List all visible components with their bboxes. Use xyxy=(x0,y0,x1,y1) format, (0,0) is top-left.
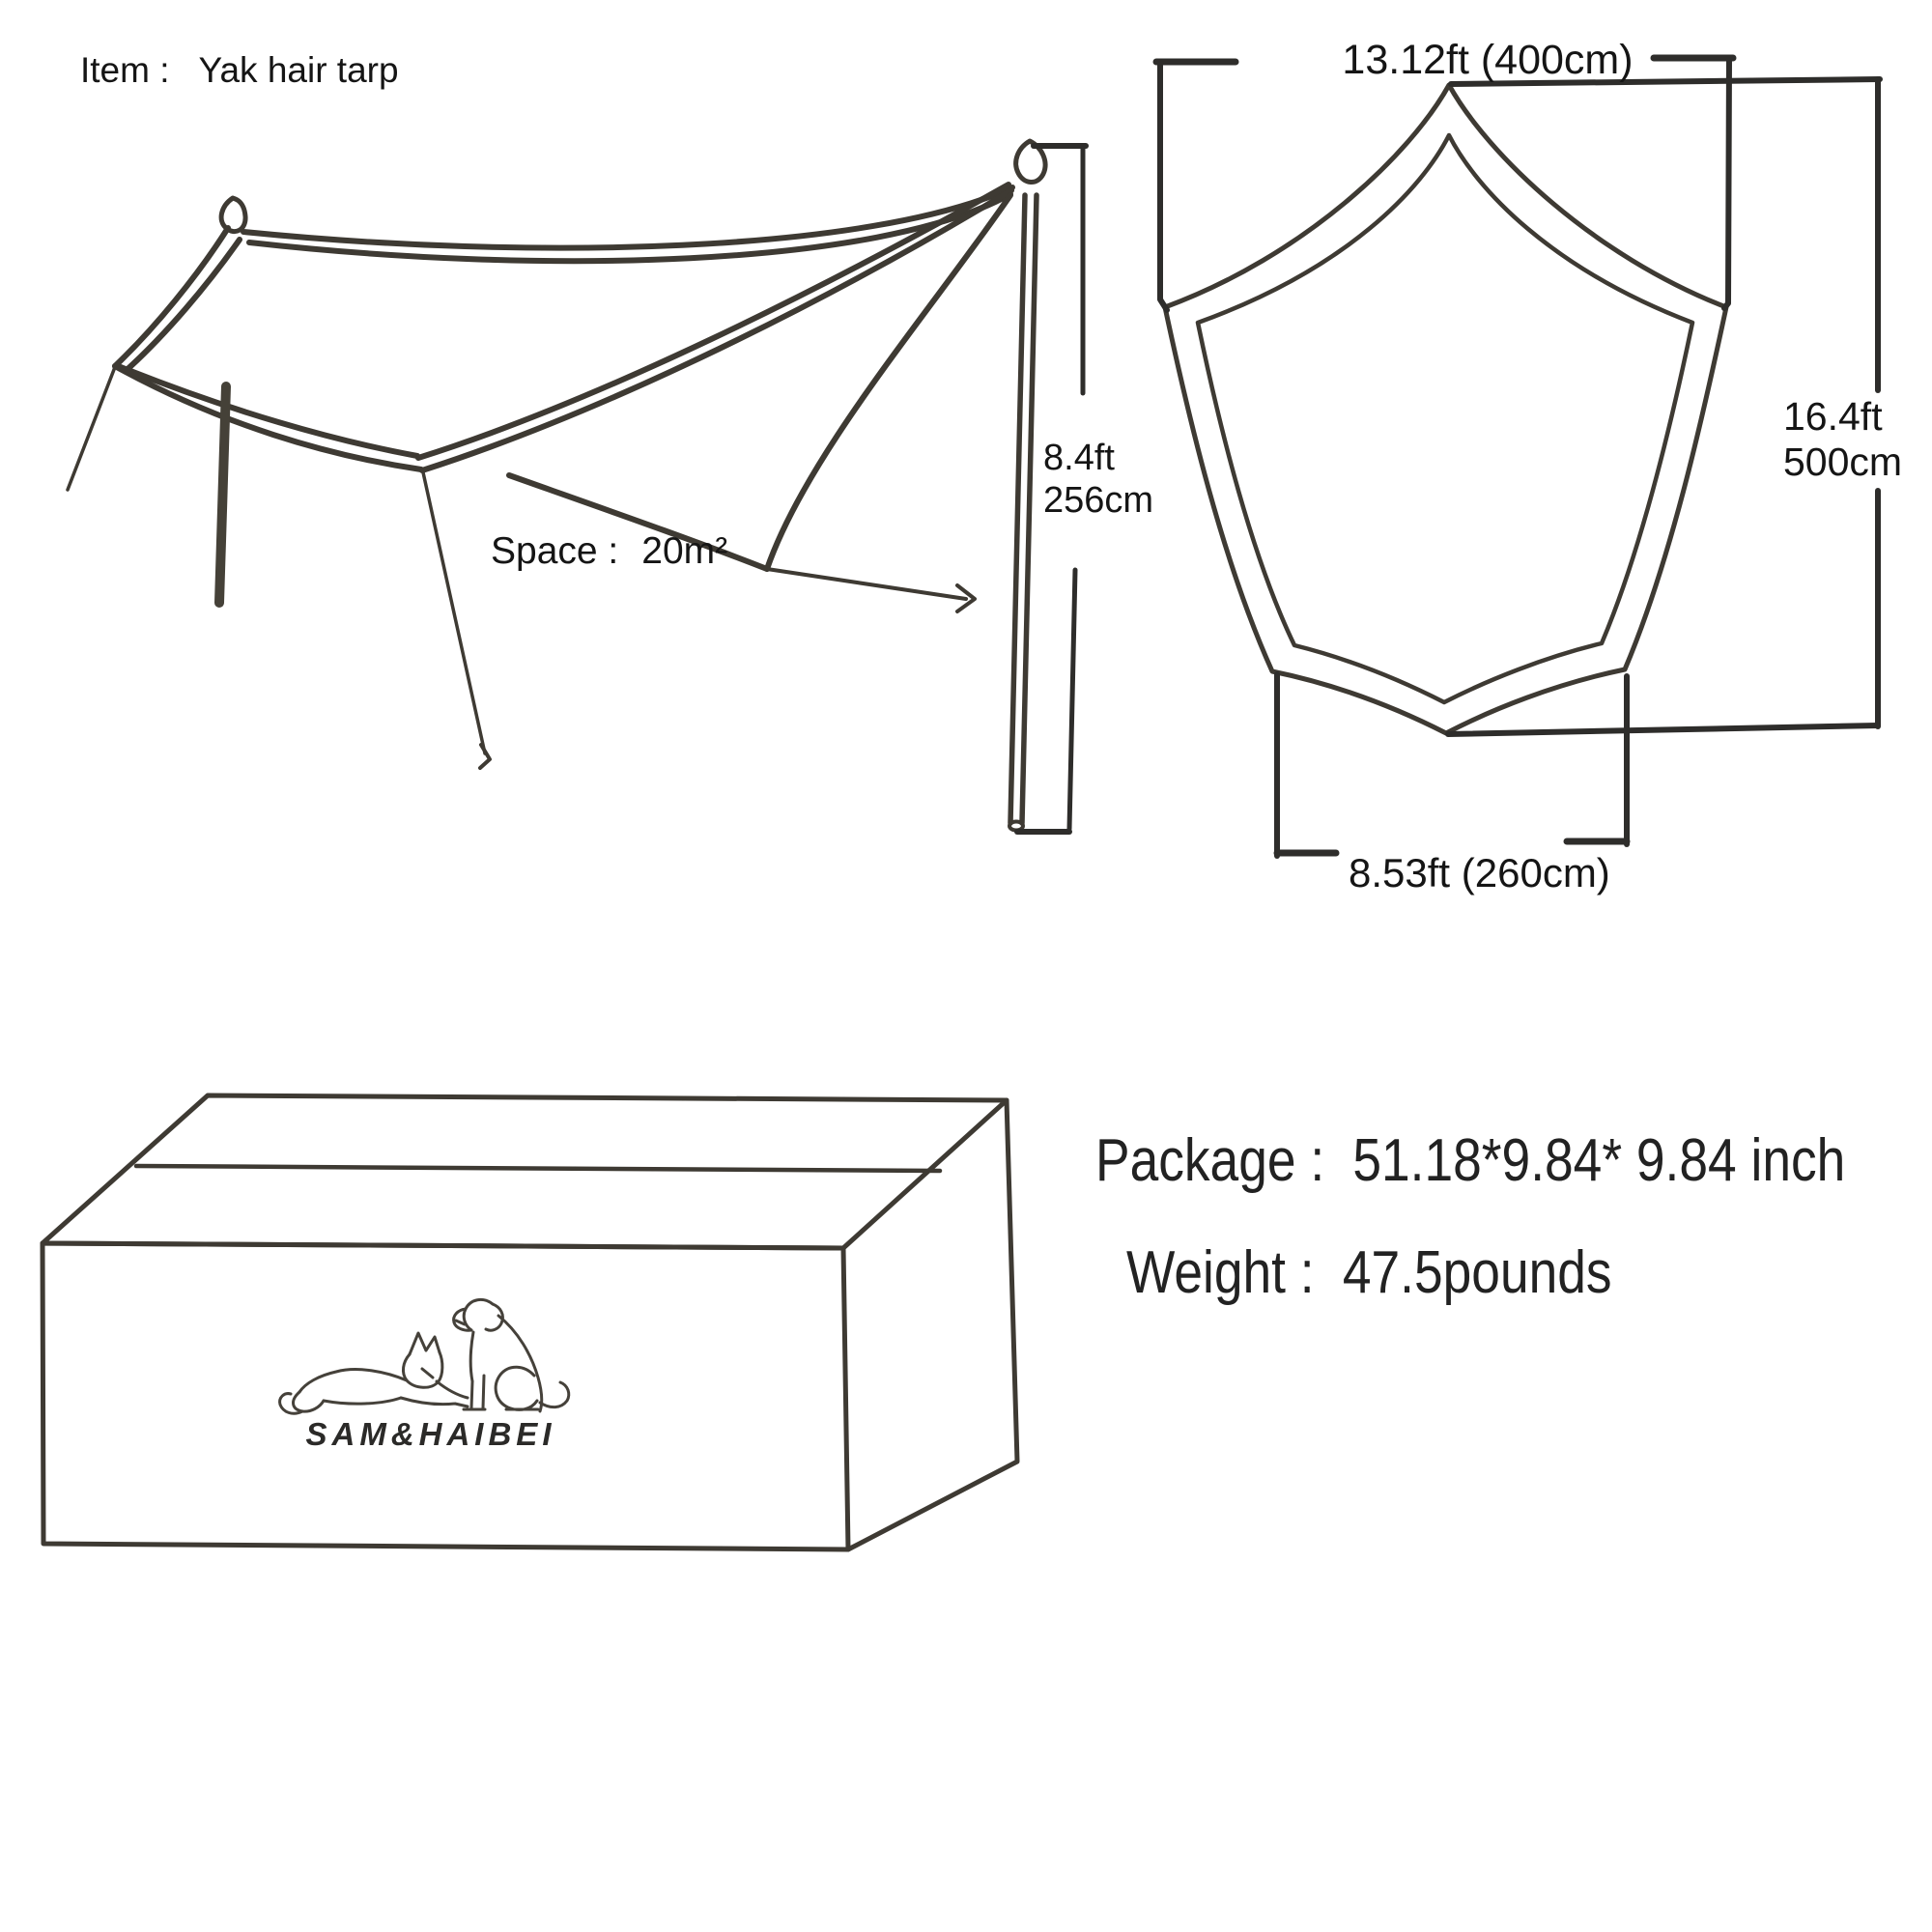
package-value: 51.18*9.84* 9.84 inch xyxy=(1352,1127,1846,1194)
tarp-outline-inner xyxy=(1198,135,1692,702)
dog-lying-belly xyxy=(324,1398,401,1404)
bottom-width-dimension xyxy=(1277,674,1627,856)
pole-height-cm: 256cm xyxy=(1043,480,1154,521)
dog-sitting-front-legs xyxy=(464,1376,485,1409)
pole-height-label xyxy=(1043,437,1153,522)
ridge-line-inner xyxy=(249,194,1010,261)
dog-sitting-chest xyxy=(470,1332,473,1381)
brand-text: SAM&HAIBEI xyxy=(305,1416,556,1452)
carton-box-drawing xyxy=(43,1095,1017,1549)
left-grommet-loop-icon xyxy=(221,198,245,232)
dog-lying-rump xyxy=(294,1392,324,1411)
stake-mark xyxy=(480,745,490,768)
top-width-label: 13.12ft (400cm) xyxy=(1342,37,1634,83)
left-edge-outer xyxy=(115,228,228,366)
guy-line-right xyxy=(767,569,966,599)
weight-line xyxy=(1126,1238,1612,1307)
bottom-width-label: 8.53ft (260cm) xyxy=(1349,850,1610,895)
guy-line-left xyxy=(68,367,115,490)
space-label: Space : xyxy=(491,530,619,572)
top-width-left-arm xyxy=(1160,62,1167,310)
dog-sitting-back xyxy=(498,1316,542,1411)
package-label: Package : xyxy=(1095,1127,1325,1194)
item-value: Yak hair tarp xyxy=(198,50,399,90)
box-top-seam xyxy=(136,1166,940,1171)
tarp-perspective-drawing xyxy=(68,141,1045,831)
top-width-right-arm xyxy=(1724,58,1729,308)
weight-value: 47.5pounds xyxy=(1342,1239,1612,1306)
item-line xyxy=(80,50,399,91)
front-left-edge-inner xyxy=(121,367,417,456)
item-label: Item : xyxy=(80,50,170,90)
space-value: 20m² xyxy=(641,530,728,572)
guy-line-center xyxy=(423,472,485,753)
weight-label: Weight : xyxy=(1126,1239,1315,1306)
front-support-pole xyxy=(219,386,226,603)
space-line xyxy=(491,530,727,573)
height-label xyxy=(1783,394,1902,485)
height-ft: 16.4ft xyxy=(1783,394,1883,439)
height-cm: 500cm xyxy=(1783,440,1903,484)
ridge-line-outer xyxy=(243,187,1012,248)
dog-lying-back xyxy=(299,1370,407,1392)
height-dim-bottom-arm xyxy=(1448,725,1878,734)
dog-sitting-head xyxy=(464,1299,493,1330)
box-front-face xyxy=(43,1243,848,1549)
left-edge-inner xyxy=(126,240,240,371)
package-line xyxy=(1095,1126,1845,1195)
tarp-outline-outer xyxy=(1165,85,1726,733)
brand-logo-dogs xyxy=(280,1299,569,1413)
dog-sitting-haunch xyxy=(496,1367,537,1409)
dog-sitting-tail xyxy=(540,1382,569,1407)
pole-dim-lower-line xyxy=(1069,570,1075,829)
tarp-top-view-drawing xyxy=(1165,85,1726,733)
dog-lying-muzzle xyxy=(422,1369,433,1378)
dog-lying-ears xyxy=(410,1333,440,1354)
pole-height-ft: 8.4ft xyxy=(1043,438,1115,478)
